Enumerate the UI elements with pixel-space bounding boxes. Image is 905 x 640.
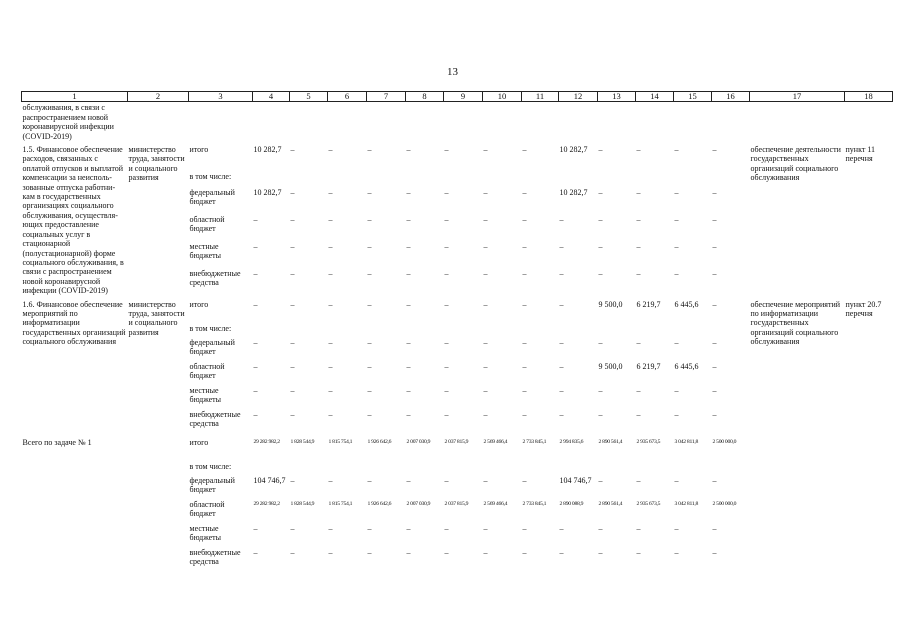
value-cell: 1 926 642,6: [367, 500, 392, 507]
value-cell: 10 282,7: [559, 187, 588, 197]
value-cell: –: [328, 145, 333, 155]
value-cell: –: [712, 385, 717, 395]
value-cell: –: [674, 523, 679, 533]
financing-table: [21, 91, 893, 572]
value-cell: [444, 172, 483, 188]
value-cell: –: [559, 547, 564, 557]
value-cell: –: [328, 268, 333, 278]
column-header-9: 9: [444, 92, 483, 102]
value-cell: –: [483, 385, 488, 395]
value-cell: [674, 324, 712, 338]
value-cell: –: [483, 475, 488, 485]
value-cell: [290, 172, 328, 188]
value-cell: –: [559, 523, 564, 533]
value-cell: [406, 462, 444, 476]
value-cell: –: [674, 214, 679, 224]
value-cell: 2 994 835,6: [559, 438, 584, 445]
value-cell: –: [367, 145, 372, 155]
value-cell: –: [367, 187, 372, 197]
value-cell: –: [328, 385, 333, 395]
value-cell: –: [253, 523, 258, 533]
expected-result: обеспечение деятельности государственных организаций социального обслуживания: [750, 145, 841, 183]
value-cell: –: [406, 214, 411, 224]
value-cell: –: [253, 385, 258, 395]
value-cell: 1 828 544,9: [290, 500, 315, 507]
value-cell: [674, 172, 712, 188]
page-number: 13: [447, 66, 458, 78]
value-cell: –: [290, 475, 295, 485]
value-cell: [636, 172, 674, 188]
funding-source: областной бюджет: [189, 499, 225, 518]
value-cell: –: [598, 268, 603, 278]
value-cell: –: [483, 241, 488, 251]
value-cell: –: [444, 214, 449, 224]
column-header-2: 2: [128, 92, 189, 102]
value-cell: –: [253, 268, 258, 278]
value-cell: [290, 324, 328, 338]
value-cell: [367, 172, 406, 188]
value-cell: –: [406, 523, 411, 533]
value-cell: –: [328, 187, 333, 197]
value-cell: –: [559, 214, 564, 224]
value-cell: –: [598, 145, 603, 155]
value-cell: –: [406, 241, 411, 251]
value-cell: [444, 324, 483, 338]
expected-result: обеспечение мероприятий по информатизации государственных организаций социального обслуживания: [750, 299, 840, 347]
value-cell: [406, 172, 444, 188]
value-cell: –: [712, 547, 717, 557]
value-cell: –: [598, 475, 603, 485]
value-cell: –: [559, 299, 564, 309]
value-cell: –: [328, 299, 333, 309]
value-cell: [522, 324, 559, 338]
value-cell: 2 733 845,1: [522, 438, 547, 445]
value-cell: 9 500,0: [598, 361, 623, 371]
value-cell: –: [636, 409, 641, 419]
value-cell: –: [406, 187, 411, 197]
value-cell: –: [522, 337, 527, 347]
value-cell: –: [253, 241, 258, 251]
funding-source: местные бюджеты: [189, 241, 222, 261]
value-cell: –: [444, 523, 449, 533]
reference: [845, 438, 893, 572]
value-cell: [712, 324, 750, 338]
value-cell: 6 445,6: [674, 361, 699, 371]
value-cell: –: [253, 361, 258, 371]
value-cell: –: [483, 361, 488, 371]
value-cell: [483, 172, 522, 188]
value-cell: –: [406, 385, 411, 395]
value-cell: [483, 462, 522, 476]
value-cell: –: [712, 268, 717, 278]
value-cell: –: [559, 268, 564, 278]
value-cell: –: [674, 547, 679, 557]
column-header-4: 4: [253, 92, 290, 102]
funding-source: федеральный бюджет: [189, 337, 235, 356]
value-cell: [712, 172, 750, 188]
value-cell: –: [253, 214, 258, 224]
value-cell: 2 500 000,0: [712, 438, 737, 445]
value-cell: –: [367, 268, 372, 278]
column-header-6: 6: [328, 92, 367, 102]
value-cell: –: [636, 145, 641, 155]
value-cell: [290, 462, 328, 476]
value-cell: –: [406, 361, 411, 371]
value-cell: –: [328, 241, 333, 251]
value-cell: 2 007 030,9: [406, 438, 431, 445]
funding-source: местные бюджеты: [189, 385, 222, 404]
value-cell: –: [444, 145, 449, 155]
measure-name: 1.6. Финансовое обеспечение мероприятий по информатизации государственных организаций социального обслуживания: [22, 299, 126, 347]
value-cell: [712, 462, 750, 476]
value-cell: 1 815 754,1: [328, 438, 353, 445]
value-cell: –: [406, 145, 411, 155]
value-cell: –: [406, 268, 411, 278]
value-cell: –: [522, 385, 527, 395]
executor: министерство труда, занятости и социального развития: [128, 299, 185, 337]
continuation-text: обслуживания, в связи с распространением новой коронавирусной инфекции (COVID-2019): [22, 103, 114, 141]
funding-source: областной бюджет: [189, 214, 225, 234]
value-cell: –: [636, 475, 641, 485]
value-cell: –: [522, 187, 527, 197]
value-cell: –: [444, 361, 449, 371]
value-cell: –: [253, 299, 258, 309]
value-cell: 2 037 815,9: [444, 500, 469, 507]
value-cell: [406, 324, 444, 338]
value-cell: –: [559, 361, 564, 371]
value-cell: –: [290, 145, 295, 155]
value-cell: –: [712, 145, 717, 155]
value-cell: [559, 172, 598, 188]
value-cell: –: [328, 214, 333, 224]
table-row: [22, 300, 893, 324]
value-cell: [636, 324, 674, 338]
value-cell: –: [483, 299, 488, 309]
funding-source: в том числе:: [189, 171, 232, 181]
value-cell: [367, 462, 406, 476]
column-header-14: 14: [636, 92, 674, 102]
value-cell: –: [522, 145, 527, 155]
column-header-12: 12: [559, 92, 598, 102]
expected-result: [750, 438, 845, 572]
value-cell: –: [712, 299, 717, 309]
value-cell: –: [522, 299, 527, 309]
value-cell: [444, 462, 483, 476]
value-cell: –: [367, 337, 372, 347]
funding-source: итого: [189, 437, 209, 447]
value-cell: –: [444, 187, 449, 197]
measure-name: 1.5. Финансовое обеспечение расходов, связанных с оплатой отпусков и выплатой компенсации за неисполь-зованные отпуска работни-кам в государственных организациях социального обслуживания, осуществля-ющих предоставление социальных услуг в стационарной (полустационарной) форме социального обслуживания, в связи с распространением новой коронавирусной инфекции (COVID-2019): [22, 145, 124, 296]
value-cell: –: [636, 385, 641, 395]
value-cell: –: [367, 361, 372, 371]
value-cell: –: [598, 409, 603, 419]
value-cell: 10 282,7: [253, 187, 282, 197]
reference: пункт 11 перечня: [845, 145, 876, 164]
value-cell: –: [636, 547, 641, 557]
value-cell: [522, 462, 559, 476]
value-cell: –: [483, 187, 488, 197]
value-cell: –: [253, 409, 258, 419]
value-cell: –: [598, 214, 603, 224]
value-cell: –: [406, 337, 411, 347]
value-cell: –: [559, 409, 564, 419]
value-cell: –: [483, 523, 488, 533]
column-header-16: 16: [712, 92, 750, 102]
value-cell: –: [290, 337, 295, 347]
value-cell: –: [483, 268, 488, 278]
value-cell: 9 500,0: [598, 299, 623, 309]
value-cell: –: [674, 145, 679, 155]
value-cell: –: [674, 385, 679, 395]
value-cell: 2 890 561,4: [598, 438, 623, 445]
value-cell: [598, 324, 636, 338]
value-cell: –: [598, 337, 603, 347]
value-cell: [253, 462, 290, 476]
value-cell: 10 282,7: [559, 145, 588, 155]
value-cell: [674, 462, 712, 476]
value-cell: –: [367, 241, 372, 251]
value-cell: 29 282 982,2: [253, 438, 280, 445]
value-cell: –: [406, 547, 411, 557]
value-cell: –: [328, 547, 333, 557]
value-cell: [253, 324, 290, 338]
value-cell: –: [674, 241, 679, 251]
column-header-11: 11: [522, 92, 559, 102]
column-header-10: 10: [483, 92, 522, 102]
value-cell: 6 219,7: [636, 361, 661, 371]
value-cell: –: [712, 187, 717, 197]
value-cell: –: [522, 523, 527, 533]
value-cell: [522, 172, 559, 188]
funding-source: внебюджетные средства: [189, 268, 241, 287]
funding-source: в том числе:: [189, 461, 232, 471]
value-cell: [483, 324, 522, 338]
value-cell: [328, 462, 367, 476]
continuation-row: [22, 102, 893, 141]
column-header-18: 18: [845, 92, 893, 102]
value-cell: 2 935 673,5: [636, 500, 661, 507]
funding-source: внебюджетные средства: [189, 547, 241, 566]
value-cell: 2 569 466,4: [483, 500, 508, 507]
value-cell: [598, 462, 636, 476]
value-cell: –: [290, 268, 295, 278]
value-cell: 1 926 642,6: [367, 438, 392, 445]
value-cell: –: [444, 385, 449, 395]
value-cell: –: [367, 547, 372, 557]
value-cell: 1 828 544,9: [290, 438, 315, 445]
value-cell: –: [328, 475, 333, 485]
value-cell: 2 733 845,1: [522, 500, 547, 507]
value-cell: –: [674, 187, 679, 197]
value-cell: –: [522, 547, 527, 557]
value-cell: 2 007 030,9: [406, 500, 431, 507]
table-row: [22, 145, 893, 172]
value-cell: –: [636, 523, 641, 533]
value-cell: [328, 172, 367, 188]
measure-name: Всего по задаче № 1: [22, 437, 92, 447]
value-cell: –: [559, 241, 564, 251]
value-cell: –: [253, 337, 258, 347]
value-cell: –: [328, 361, 333, 371]
executor: [128, 438, 189, 572]
value-cell: [328, 324, 367, 338]
value-cell: –: [522, 475, 527, 485]
funding-source: федеральный бюджет: [189, 187, 235, 207]
value-cell: [559, 462, 598, 476]
funding-source: областной бюджет: [189, 361, 225, 380]
funding-source: федеральный бюджет: [189, 475, 235, 494]
value-cell: –: [483, 145, 488, 155]
value-cell: –: [328, 337, 333, 347]
value-cell: –: [444, 299, 449, 309]
funding-source: итого: [189, 145, 209, 155]
value-cell: –: [522, 241, 527, 251]
value-cell: –: [598, 241, 603, 251]
value-cell: –: [290, 409, 295, 419]
value-cell: 10 282,7: [253, 145, 282, 155]
value-cell: 29 282 982,2: [253, 500, 280, 507]
column-header-5: 5: [290, 92, 328, 102]
value-cell: –: [290, 187, 295, 197]
funding-source: в том числе:: [189, 323, 232, 333]
table-row: [22, 438, 893, 462]
value-cell: –: [522, 214, 527, 224]
value-cell: 3 042 811,8: [674, 438, 699, 445]
column-header-3: 3: [189, 92, 253, 102]
column-header-17: 17: [750, 92, 845, 102]
value-cell: 2 890 088,9: [559, 500, 584, 507]
value-cell: –: [522, 361, 527, 371]
value-cell: –: [483, 214, 488, 224]
value-cell: –: [367, 299, 372, 309]
value-cell: –: [674, 475, 679, 485]
value-cell: 2 569 466,4: [483, 438, 508, 445]
column-header-13: 13: [598, 92, 636, 102]
value-cell: –: [483, 337, 488, 347]
value-cell: –: [483, 409, 488, 419]
value-cell: –: [444, 409, 449, 419]
value-cell: 2 890 561,4: [598, 500, 623, 507]
column-header-8: 8: [406, 92, 444, 102]
value-cell: –: [406, 475, 411, 485]
value-cell: –: [328, 409, 333, 419]
funding-source: местные бюджеты: [189, 523, 222, 542]
value-cell: –: [522, 409, 527, 419]
value-cell: –: [290, 299, 295, 309]
value-cell: –: [290, 385, 295, 395]
value-cell: –: [712, 241, 717, 251]
value-cell: –: [328, 523, 333, 533]
value-cell: –: [598, 523, 603, 533]
value-cell: 2 500 000,0: [712, 500, 737, 507]
value-cell: –: [290, 547, 295, 557]
value-cell: –: [712, 409, 717, 419]
value-cell: –: [636, 241, 641, 251]
column-header-15: 15: [674, 92, 712, 102]
value-cell: –: [406, 299, 411, 309]
value-cell: –: [406, 409, 411, 419]
value-cell: –: [367, 475, 372, 485]
value-cell: 104 746,7: [253, 475, 286, 485]
value-cell: –: [522, 268, 527, 278]
value-cell: –: [444, 268, 449, 278]
value-cell: –: [712, 214, 717, 224]
value-cell: –: [367, 214, 372, 224]
value-cell: 1 815 754,1: [328, 500, 353, 507]
header-row: [22, 92, 893, 102]
column-header-1: 1: [22, 92, 128, 102]
value-cell: –: [674, 409, 679, 419]
value-cell: 3 042 811,8: [674, 500, 699, 507]
reference: пункт 20.7 перечня: [845, 299, 882, 318]
column-header-7: 7: [367, 92, 406, 102]
value-cell: –: [253, 547, 258, 557]
value-cell: –: [636, 214, 641, 224]
value-cell: [598, 172, 636, 188]
value-cell: –: [712, 361, 717, 371]
value-cell: –: [483, 547, 488, 557]
value-cell: 6 219,7: [636, 299, 661, 309]
value-cell: –: [290, 523, 295, 533]
funding-source: внебюджетные средства: [189, 409, 241, 428]
value-cell: –: [444, 337, 449, 347]
value-cell: –: [636, 268, 641, 278]
value-cell: –: [636, 187, 641, 197]
value-cell: –: [367, 409, 372, 419]
value-cell: –: [290, 241, 295, 251]
value-cell: –: [598, 547, 603, 557]
value-cell: –: [290, 214, 295, 224]
value-cell: –: [559, 337, 564, 347]
value-cell: –: [367, 385, 372, 395]
value-cell: –: [444, 475, 449, 485]
value-cell: –: [674, 268, 679, 278]
value-cell: 2 037 815,9: [444, 438, 469, 445]
value-cell: 104 746,7: [559, 475, 592, 485]
executor: министерство труда, занятости и социального развития: [128, 145, 185, 183]
value-cell: –: [674, 337, 679, 347]
value-cell: –: [367, 523, 372, 533]
value-cell: [253, 172, 290, 188]
value-cell: –: [290, 361, 295, 371]
value-cell: –: [559, 385, 564, 395]
value-cell: [559, 324, 598, 338]
value-cell: –: [636, 337, 641, 347]
value-cell: –: [712, 475, 717, 485]
value-cell: –: [444, 241, 449, 251]
value-cell: [367, 324, 406, 338]
value-cell: 2 935 673,5: [636, 438, 661, 445]
value-cell: –: [712, 337, 717, 347]
value-cell: –: [444, 547, 449, 557]
value-cell: 6 445,6: [674, 299, 699, 309]
funding-source: итого: [189, 299, 209, 309]
value-cell: [636, 462, 674, 476]
value-cell: –: [598, 187, 603, 197]
value-cell: –: [598, 385, 603, 395]
value-cell: –: [712, 523, 717, 533]
